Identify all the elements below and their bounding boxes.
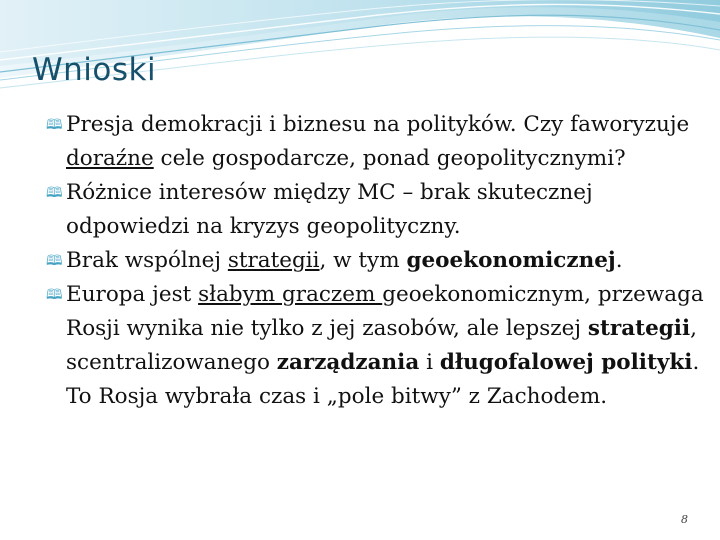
bullet-list — [46, 108, 706, 414]
bullet-text-bold: długofalowej polityki — [439, 350, 693, 375]
bullet-text-bold: strategii — [587, 316, 691, 341]
bullet-text: geoekonomicznym, przewaga Rosji wynika nie tylko z jej zasobów, ale lepszej — [66, 282, 704, 341]
bullet-text: Presja demokracji i biznesu na polityków. Czy faworyzuje — [66, 112, 690, 137]
bullet-text: i — [419, 350, 440, 375]
bullet-item — [46, 244, 706, 278]
bullet-text: cele gospodarcze, ponad geopolitycznymi? — [153, 146, 626, 171]
bullet-text-underlined: strategii — [227, 248, 320, 273]
open-book-icon: 🕮 — [46, 287, 63, 303]
open-book-icon: 🕮 — [46, 117, 63, 133]
bullet-item — [46, 176, 706, 244]
page-number: 8 — [681, 513, 688, 526]
bullet-text-underlined: doraźne — [66, 146, 154, 171]
bullet-text: Brak wspólnej — [66, 248, 228, 273]
bullet-text: Różnice interesów między MC – brak skutecznej odpowiedzi na kryzys geopolityczny. — [66, 180, 593, 239]
bullet-item — [46, 108, 706, 176]
slide-title: Wnioski — [32, 52, 157, 88]
bullet-text-bold: zarządzania — [276, 350, 420, 375]
bullet-text-bold: geoekonomicznej — [406, 248, 616, 273]
open-book-icon: 🕮 — [46, 185, 63, 201]
bullet-text-underlined: słabym graczem — [198, 282, 383, 307]
bullet-text: Europa jest — [66, 282, 199, 307]
bullet-text: , w tym — [319, 248, 407, 273]
bullet-text: . To Rosja wybrała czas i „pole bitwy” z Zachodem. — [66, 350, 700, 409]
bullet-item — [46, 278, 706, 414]
bullet-text: , scentralizowanego — [66, 316, 697, 375]
open-book-icon: 🕮 — [46, 253, 63, 269]
bullet-text: . — [615, 248, 623, 273]
